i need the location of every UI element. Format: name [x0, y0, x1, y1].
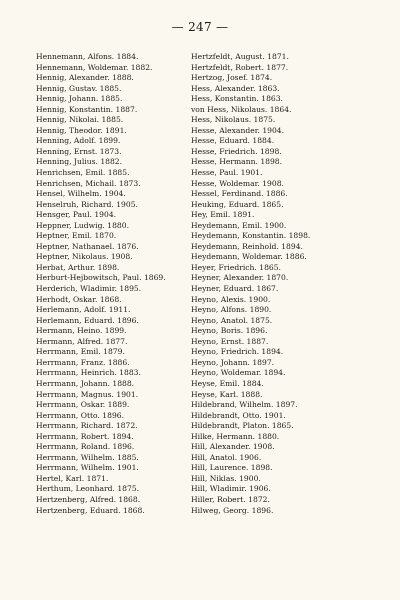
name-entry: Henrichsen, Michail. 1873.	[36, 178, 141, 188]
name-entry: Heppner, Ludwig. 1880.	[36, 220, 129, 230]
name-entry: von Hess, Nikolaus. 1864.	[191, 104, 292, 114]
name-entry: Herrmann, Otto. 1896.	[36, 410, 125, 420]
name-entry: Hertzfeldt, August. 1871.	[191, 52, 289, 61]
name-entry: Hertzenberg, Alfred. 1868.	[36, 494, 141, 504]
name-entry: Heptner, Nikolaus. 1908.	[36, 252, 133, 262]
name-entry: Henning, Adolf. 1899.	[36, 136, 121, 146]
name-entry: Heyno, Ernst. 1887.	[191, 336, 269, 346]
name-entry: Hilke, Hermann. 1880.	[191, 431, 280, 441]
name-entry: Hildebrandt, Otto. 1901.	[191, 410, 286, 420]
name-entry: Hennemann, Alfons. 1884.	[36, 52, 139, 61]
name-entry: Hill, Wladimir. 1906.	[191, 484, 271, 494]
name-entry: Herrmann, Wilhelm. 1885.	[36, 452, 139, 462]
name-entry: Hey, Emil. 1891.	[191, 210, 255, 220]
name-entry: Heptner, Emil. 1870.	[36, 231, 117, 241]
name-entry: Herbat, Arthur. 1898.	[36, 262, 120, 272]
name-entry: Heydemann, Woldemar. 1886.	[191, 252, 307, 262]
name-entry: Hertzfeldt, Robert. 1877.	[191, 62, 289, 72]
name-entry: Heyno, Alexis. 1900.	[191, 294, 271, 304]
name-entry: Herlemann, Eduard. 1896.	[36, 315, 139, 325]
name-entry: Hennig, Theodor. 1891.	[36, 125, 127, 135]
name-entry: Hess, Konstantin. 1863.	[191, 94, 283, 104]
name-entry: Heyno, Boris. 1896.	[191, 326, 268, 336]
name-entry: Heydemann, Reinhold. 1894.	[191, 241, 303, 251]
name-entry: Henning, Ernst. 1873.	[36, 146, 122, 156]
name-entry: Heyner, Alexander. 1870.	[191, 273, 289, 283]
name-entry: Hill, Laurence. 1898.	[191, 463, 273, 473]
page-number: — 247 —	[171, 20, 229, 34]
name-entry: Heyer, Friedrich. 1865.	[191, 262, 281, 272]
name-entry: Heyner, Eduard. 1867.	[191, 284, 279, 294]
name-entry: Hennig, Johann. 1885.	[36, 94, 123, 104]
name-entry: Hermann, Alfred. 1877.	[36, 336, 128, 346]
right-name-column	[191, 52, 361, 516]
name-entry: Hertzog, Josef. 1874.	[191, 73, 273, 83]
name-entry: Heydemann, Emil. 1900.	[191, 220, 287, 230]
name-entry: Heyno, Alfons. 1890.	[191, 305, 272, 315]
name-entry: Hennemann, Woldemar. 1882.	[36, 62, 153, 72]
name-entry: Herrmann, Roland. 1896.	[36, 442, 135, 452]
name-entry: Hesse, Friedrich. 1898.	[191, 146, 282, 156]
name-entry: Herrmann, Wilhelm. 1901.	[36, 463, 139, 473]
name-entry: Heyno, Anatol. 1875.	[191, 315, 273, 325]
name-entry: Hessel, Ferdinand. 1886.	[191, 189, 288, 199]
name-entry: Herrmann, Oskar. 1889.	[36, 400, 130, 410]
name-entry: Heptner, Nathanael. 1876.	[36, 241, 139, 251]
name-entry: Hertel, Karl. 1871.	[36, 473, 109, 483]
name-entry: Heyno, Woldemar. 1894.	[191, 368, 286, 378]
name-entry: Herthum, Leonhard. 1875.	[36, 484, 140, 494]
name-entry: Hilweg, Georg. 1896.	[191, 505, 274, 515]
name-entry: Heyno, Johann. 1897.	[191, 357, 275, 367]
name-entry: Herderich, Wladimir. 1895.	[36, 284, 142, 294]
name-entry: Hennig, Konstantin. 1887.	[36, 104, 138, 114]
name-entry: Hennig, Alexander. 1888.	[36, 73, 134, 83]
name-entry: Herlemann, Adolf. 1911.	[36, 305, 131, 315]
name-entry: Hermann, Heino. 1899.	[36, 326, 127, 336]
name-entry: Hesse, Paul. 1901.	[191, 168, 263, 178]
name-entry: Herrmann, Magnus. 1901.	[36, 389, 139, 399]
name-entry: Hill, Anatol. 1906.	[191, 452, 262, 462]
name-entry: Henrichsen, Emil. 1885.	[36, 168, 130, 178]
name-entry: Hennig, Nikolai. 1885.	[36, 115, 124, 125]
name-entry: Hesse, Hermann. 1898.	[191, 157, 283, 167]
name-entry: Hildebrand, Wilhelm. 1897.	[191, 400, 298, 410]
name-entry: Herrmann, Franz. 1886.	[36, 357, 130, 367]
name-entry: Herrmann, Emil. 1879.	[36, 347, 125, 357]
name-entry: Herrmann, Heinrich. 1883.	[36, 368, 141, 378]
name-entry: Hesse, Alexander. 1904.	[191, 125, 285, 135]
left-name-column	[36, 52, 196, 516]
name-entry: Heyse, Emil. 1884.	[191, 378, 264, 388]
name-entry: Heyse, Karl. 1888.	[191, 389, 263, 399]
name-entry: Hensel, Wilhelm. 1904.	[36, 189, 126, 199]
name-entry: Heyno, Friedrich. 1894.	[191, 347, 284, 357]
name-entry: Heydemann, Konstantin. 1898.	[191, 231, 311, 241]
name-entry: Herburt-Hejbowitsch, Paul. 1869.	[36, 273, 166, 283]
name-entry: Hill, Niklas. 1900.	[191, 473, 261, 483]
name-entry: Hess, Nikolaus. 1875.	[191, 115, 276, 125]
name-entry: Herhodt, Oskar. 1868.	[36, 294, 122, 304]
name-entry: Hennig, Gustav. 1885.	[36, 83, 122, 93]
name-entry: Hill, Alexander. 1908.	[191, 442, 275, 452]
name-entry: Hensger, Paul. 1904.	[36, 210, 117, 220]
name-entry: Hess, Alexander. 1863.	[191, 83, 280, 93]
name-entry: Herrmann, Richard. 1872.	[36, 421, 138, 431]
name-entry: Hiller, Robert. 1872.	[191, 494, 270, 504]
name-entry: Heuking, Eduard. 1865.	[191, 199, 284, 209]
name-entry: Henselruh, Richard. 1905.	[36, 199, 138, 209]
name-entry: Hesse, Eduard. 1884.	[191, 136, 275, 146]
name-entry: Herrmann, Robert. 1894.	[36, 431, 134, 441]
name-entry: Hesse, Woldemar. 1908.	[191, 178, 284, 188]
name-entry: Herrmann, Johann. 1888.	[36, 378, 135, 388]
name-entry: Hildebrandt, Platon. 1865.	[191, 421, 294, 431]
name-entry: Henning, Julius. 1882.	[36, 157, 123, 167]
name-entry: Hertzenberg, Eduard. 1868.	[36, 505, 145, 515]
